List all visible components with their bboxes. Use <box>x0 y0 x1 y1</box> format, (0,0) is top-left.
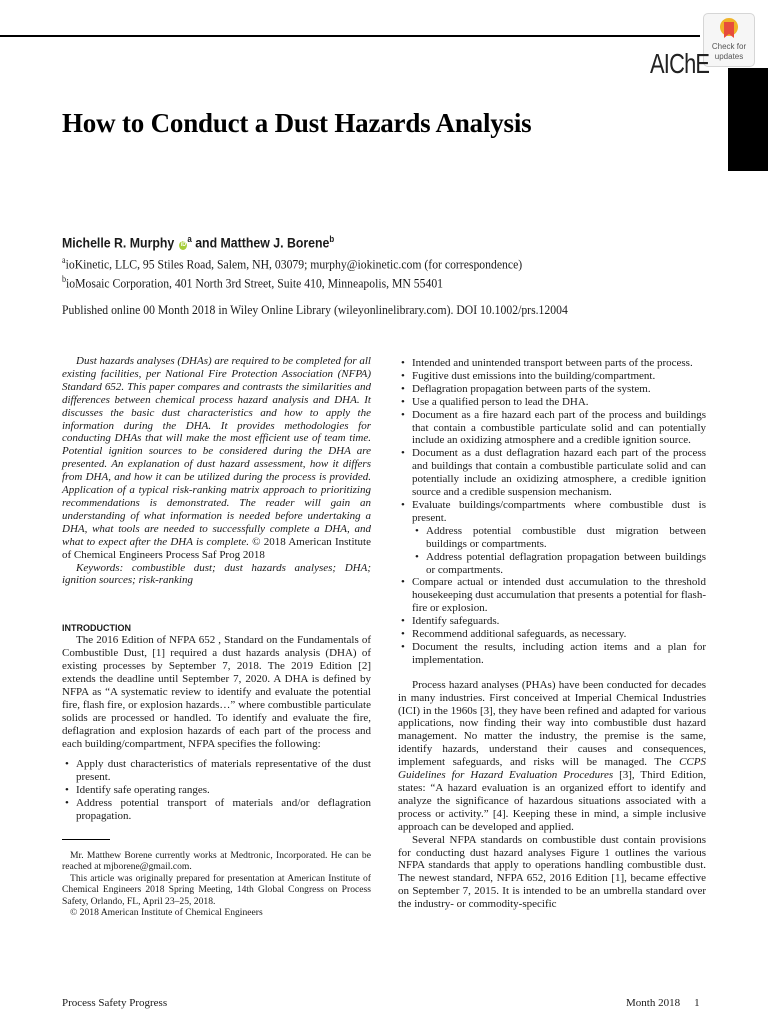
list-item <box>398 499 706 576</box>
list-item: • Identify safe operating ranges. <box>62 784 371 797</box>
page-number: 1 <box>694 997 700 1009</box>
keywords: Keywords: combustible dust; dust hazards analyses; DHA; ignition sources; risk-ranking <box>62 561 371 587</box>
list-item: • Recommend additional safeguards, as necessary. <box>398 628 706 641</box>
list-item: • Document as a fire hazard each part of the process and buildings that contain a combustible particulate solid and can potentially include an oxidizing atmosphere and a credible ignition source. <box>398 409 706 448</box>
author-2-affil-mark: b <box>329 234 335 244</box>
top-rule <box>0 35 700 37</box>
intro-paragraph: The 2016 Edition of NFPA 652 , Standard on the Fundamentals of Combustible Dust, [1] required a dust hazards analysis (DHA) of existing processes by September 7, 2018. The 2019 Edition [2] extends the deadline until September 7, 2020. A DHA is defined by NFPA as “A systematic review to identify and evaluate the potential fire, flash fire, or explosion hazards…” where combustible particulate solids are processed or handled. To identify and evaluate the fire, deflagration and explosion hazards of each part of the process and each building/compartment, NFPA specifies the following: <box>62 634 371 750</box>
affiliation-text: ioKinetic, LLC, 95 Stiles Road, Salem, NH, 03079; murphy@iokinetic.com (for correspondence) <box>65 256 523 272</box>
affiliation-mark: a <box>62 255 66 265</box>
author-2: Matthew J. Borene <box>220 234 330 251</box>
page-edge-tab <box>728 68 768 171</box>
author-1: Michelle R. Murphy <box>62 234 175 251</box>
footer-date-page <box>626 997 700 1009</box>
badge-label-1: Check for <box>711 42 747 51</box>
body-paragraph-2: Several NFPA standards on combustible dust contain provisions for conducting dust hazard analyses Figure 1 outlines the various NFPA standards that apply to operations handling combustible dust. The newest standard, NFPA 652, 2016 Edition [1], became effective on September 7, 2015. It is intended to be an umbrella standard over the industry- or commodity-specific <box>398 833 706 911</box>
footer-journal-name: Process Safety Progress <box>62 997 168 1009</box>
paragraph-text: Process hazard analyses (PHAs) have been conducted for decades in many industries. First conceived at Imperial Chemical Industries (ICI) in the 1960s [3], they have been refined and adapted for various applications, now finding their way into combustible dust hazard management. No matter the industry, the premise is the same, identify hazards, understand their causes and consequences, implement safeguards, and risks will be managed. The <box>398 678 706 769</box>
body-paragraph-1 <box>398 679 706 834</box>
intro-bullet-list <box>62 758 371 823</box>
orcid-icon[interactable]: iD <box>180 241 187 248</box>
list-item: • Intended and unintended transport between parts of the process. <box>398 357 706 370</box>
list-item: • Address potential transport of materials and/or deflagration propagation. <box>62 797 371 823</box>
author-connector: and <box>191 234 221 251</box>
list-item: • Address potential deflagration propagation between buildings or compartments. <box>412 551 706 577</box>
footnote-rule <box>62 839 110 840</box>
affiliation-b <box>62 274 443 291</box>
left-column <box>62 355 371 918</box>
list-item: • Address potential combustible dust migration between buildings or compartments. <box>412 525 706 551</box>
check-for-updates-badge[interactable] <box>703 13 755 67</box>
sub-bullet-list-mid <box>412 525 706 577</box>
section-heading-introduction: INTRODUCTION <box>62 623 131 634</box>
list-item: • Deflagration propagation between parts of the system. <box>398 383 706 396</box>
list-item: • Apply dust characteristics of materials representative of the dust present. <box>62 758 371 784</box>
list-item: • Identify safeguards. <box>398 615 706 628</box>
aiche-logo: AIChE <box>650 48 710 79</box>
right-column <box>398 357 706 911</box>
list-item-text: Evaluate buildings/compartments where combustible dust is present. <box>412 498 706 524</box>
badge-label-2: updates <box>714 52 744 61</box>
abstract-text: Dust hazards analyses (DHAs) are required to be completed for all existing facilities, per National Fire Protection Association (NFPA) Standard 652. This paper compares and contrasts the similarities and differences between chemical process hazard analysis and DHA. It discusses the basic dust characteristics and how to apply the information during the DHA. It provides methodologies for conducting DHAs that will make the most efficient use of team time. Potential ignition sources to be considered during the DHA are presented. An explanation of dust hazard assessment, how it differs from DHA, and how it can be utilized during the process is provided. Application of a typical risk-ranking matrix approach to prioritizing recommendations is demonstrated. The reader will gain an understanding of what information is needed before undertaking a DHA, what tools are needed to successfully complete a DHA, and what to expect after the DHA is complete. <box>62 355 371 548</box>
abstract-copyright: © 2018 American Institute of Chemical Engineers Process Saf Prog 2018 <box>62 535 371 561</box>
affiliation-a <box>62 255 522 272</box>
published-line: Published online 00 Month 2018 in Wiley Online Library (wileyonlinelibrary.com). DOI 10.1002/prs.12004 <box>62 302 568 317</box>
list-item: • Use a qualified person to lead the DHA. <box>398 396 706 409</box>
author-line <box>62 234 334 251</box>
bullet-list-a <box>398 396 706 667</box>
sub-bullet-list-top <box>398 357 706 396</box>
article-title: How to Conduct a Dust Hazards Analysis <box>62 108 532 138</box>
footnote-presentation: This article was originally prepared for presentation at American Institute of Chemical Engineers 2018 Spring Meeting, 14th Global Congress on Process Safety, Orlando, FL, April 23–25, 2018. <box>62 872 371 907</box>
list-item: • Document as a dust deflagration hazard each part of the process and buildings that contain a combustible particulate solid and can potentially include an oxidizing atmosphere, a credible ignition source and a credible suspension mechanism. <box>398 447 706 499</box>
footer-date: Month 2018 <box>626 997 681 1009</box>
paragraph-text: [3], Third Edition, states: “A hazard evaluation is an organized effort to identify and analyze the significance of hazardous situations associated with a process or activity.” [4]. Keeping these in mind, a simple inclusive approach can be developed and applied. <box>398 769 706 833</box>
affiliation-text: ioMosaic Corporation, 401 North 3rd Street, Suite 410, Minneapolis, MN 55401 <box>66 275 444 291</box>
list-item: • Fugitive dust emissions into the building/compartment. <box>398 370 706 383</box>
affiliation-mark: b <box>62 274 67 284</box>
bookmark-icon <box>719 17 739 41</box>
abstract <box>62 355 371 562</box>
list-item: • Document the results, including action items and a plan for implementation. <box>398 641 706 667</box>
list-item: • Compare actual or intended dust accumulation to the threshold housekeeping dust accumulation that presents a potential for flash-fire or explosion. <box>398 576 706 615</box>
footnote-borene: Mr. Matthew Borene currently works at Medtronic, Incorporated. He can be reached at mjborene@gmail.com. <box>62 850 371 873</box>
footnote-copyright: © 2018 American Institute of Chemical Engineers <box>70 907 263 919</box>
author-1-affil-mark: a <box>187 234 192 244</box>
cited-title: CCPS Guidelines for Hazard Evaluation Procedures <box>398 756 706 782</box>
